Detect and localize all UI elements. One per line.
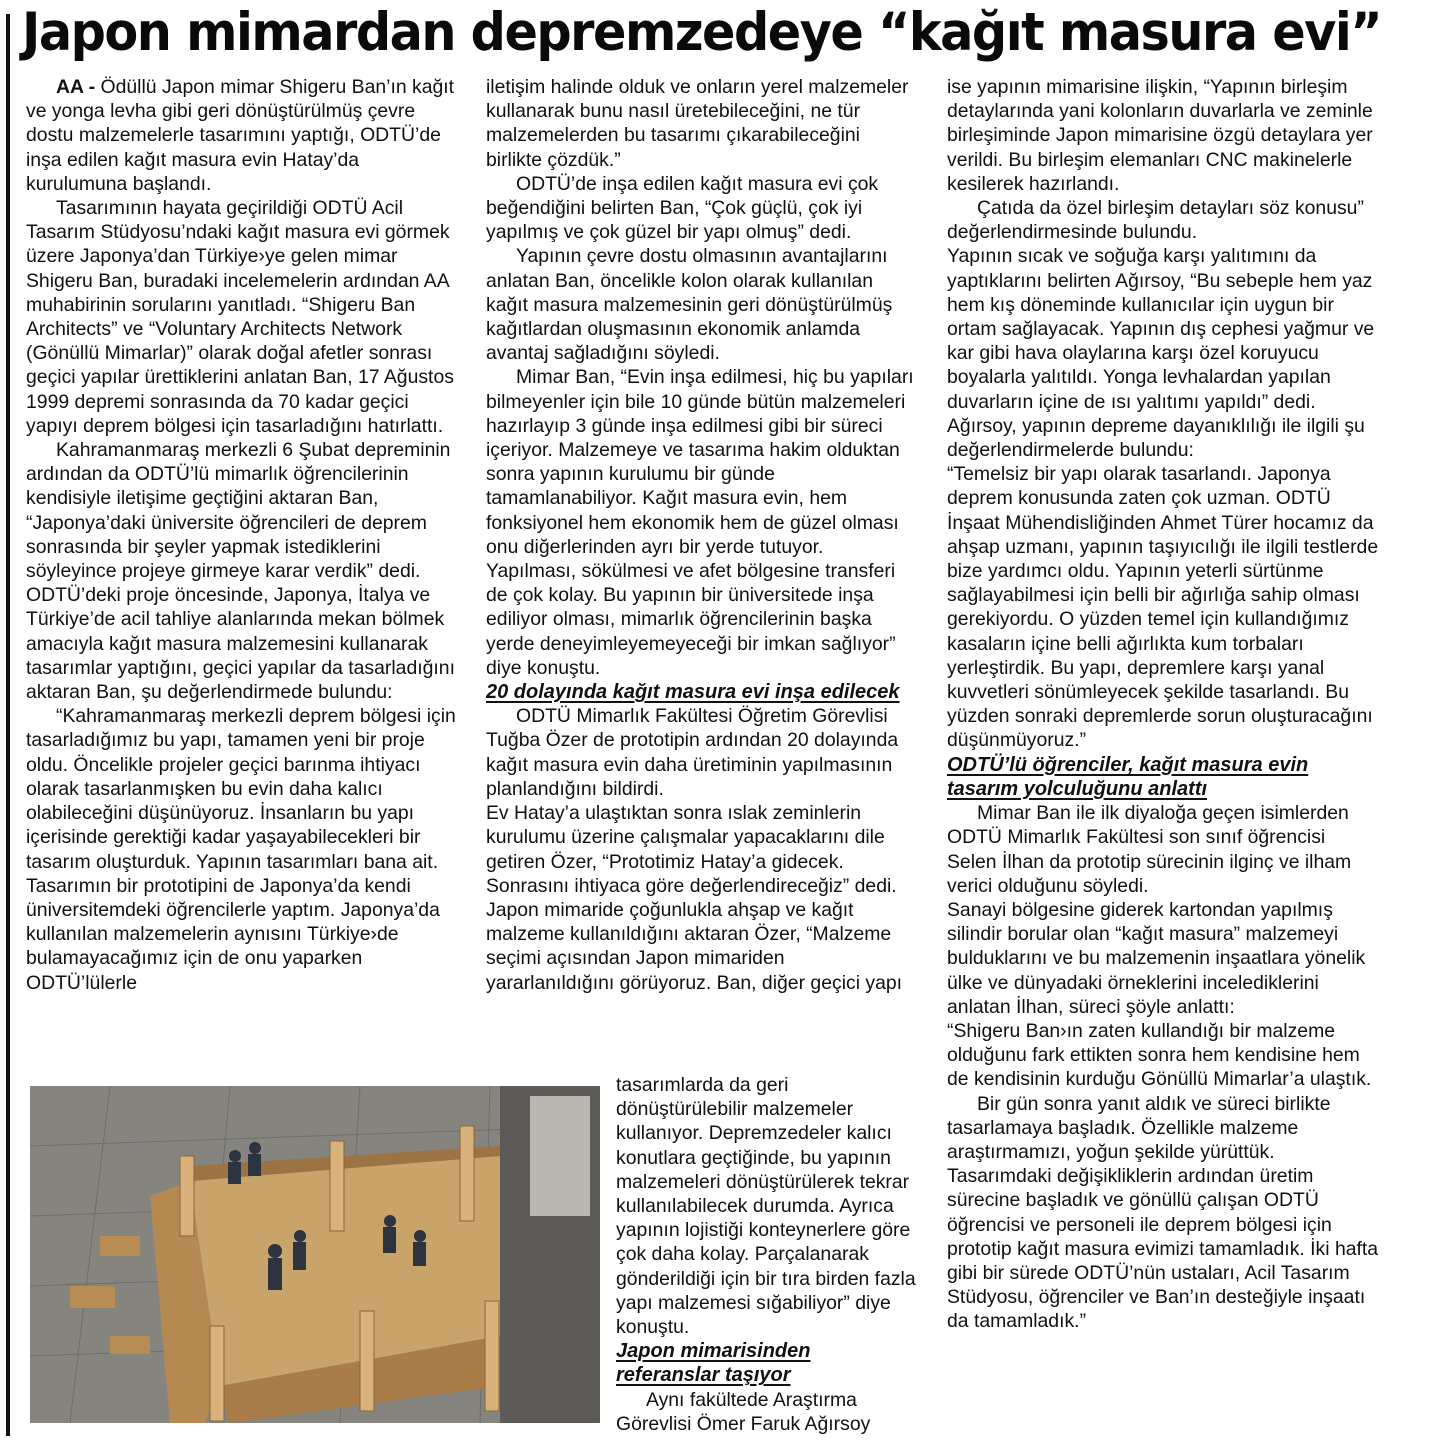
article-paragraph bbox=[947, 244, 1379, 413]
article-paragraph bbox=[947, 462, 1379, 752]
column-3 bbox=[947, 75, 1379, 1334]
article-paragraph bbox=[947, 75, 1379, 196]
article-paragraph bbox=[616, 1388, 916, 1436]
article-paragraph bbox=[616, 1073, 916, 1339]
paragraph-text: ODTÜ’lü öğrenciler, kağıt masura evin tasarım yolculuğunu anlattı bbox=[947, 753, 1309, 800]
article-paragraph bbox=[486, 365, 916, 680]
paragraph-text: ODTÜ’deki proje öncesinde, Japonya, İtalya ve Türkiye’de acil tahliye alanlarında mekan bölmek amacıyla kağıt masura malzemesini kullanarak tasarımlar yaptığını, geçici yapılar da tasarladığını aktaran Ban, şu değerlendirmede bulundu: bbox=[26, 584, 455, 704]
paragraph-text: Ev Hatay’a ulaştıktan sonra ıslak zeminlerin kurulumu üzerine çalışmalar yapacaklarını dile getiren Özer, “Prototimiz Hatay’a gidecek. Sonrasını ihtiyaca göre değerlendireceğiz” dedi. bbox=[486, 802, 897, 897]
paragraph-text: tasarımlarda da geri dönüştürülebilir malzemeler kullanıyor. Depremzedeler kalıcı konutlara geçtiğinde, bu yapının malzemeleri dönüştürülerek tekrar kullanılabilecek durumda. Ayrıca yapının lojistiği konteynerlere göre çok daha kolay. Parçalanarak gönderildiği için bir tıra birden fazla yapı malzemesi sığabiliyor” diye konuştu. bbox=[616, 1074, 916, 1339]
column-2-continued bbox=[616, 1073, 916, 1436]
column-2 bbox=[486, 75, 916, 995]
article-paragraph bbox=[486, 898, 916, 995]
article-paragraph bbox=[947, 1019, 1379, 1092]
left-rule bbox=[6, 14, 10, 1436]
paragraph-text: ODTÜ Mimarlık Fakültesi Öğretim Görevlisi Tuğba Özer de prototipin ardından 20 dolayında kağıt masura evin daha üretiminin yapılmasının planlandığını bildirdi. bbox=[486, 705, 899, 800]
article-paragraph bbox=[947, 414, 1379, 462]
article-paragraph bbox=[486, 801, 916, 898]
subheading bbox=[616, 1339, 916, 1387]
paragraph-text: ODTÜ’de inşa edilen kağıt masura evi çok beğendiğini belirten Ban, “Çok güçlü, çok iyi yapılmış ve çok güzel bir yapı olmuş” dedi. bbox=[486, 172, 879, 244]
article-paragraph bbox=[486, 172, 916, 245]
article-paragraph bbox=[947, 196, 1379, 244]
dateline: AA - bbox=[56, 76, 101, 98]
article-paragraph bbox=[26, 583, 458, 704]
article-paragraph bbox=[26, 75, 458, 196]
paragraph-text: Ödüllü Japon mimar Shigeru Ban’ın kağıt ve yonga levha gibi geri dönüştürülmüş çevre dostu malzemelerle tasarımını yaptığı, ODTÜ’de inşa edilen kağıt masura evin Hatay’da kurulumuna başlandı. bbox=[26, 76, 455, 195]
paragraph-text: “Shigeru Ban›ın zaten kullandığı bir malzeme olduğunu fark ettikten sonra hem kendisine hem de kendisinin kurduğu Gönüllü Mimarlar’a ulaştık. bbox=[947, 1019, 1372, 1091]
article-paragraph bbox=[486, 704, 916, 801]
subheading bbox=[486, 680, 916, 704]
paragraph-text: “Temelsiz bir yapı olarak tasarlandı. Japonya deprem konusunda zaten çok uzman. ODTÜ İnşaat Mühendisliğinden Ahmet Türer hocamız da ahşap uzmanı, yapının taşıyıcılığı ile ilgili testlerde bize yardımcı oldu. Yapının yeterli sürtünme sağlayabilmesi için belli bir ağırlığa sahip olması gerekiyordu. O yüzden temel için kullandığımız kasaların içine belli ağırlıkta kum torbaları yerleştirdik. Bu yapı, depremlere karşı yanal kuvvetleri sönümleyecek şekilde tasarlandı. Bu yüzden sonraki depremlerde sorun oluşturacağını düşünmüyoruz.” bbox=[947, 463, 1379, 752]
paragraph-text: Yapının sıcak ve soğuğa karşı yalıtımını da yaptıklarını belirten Ağırsoy, “Bu sebeple hem yaz hem kış döneminde kullanıcılar için uygun bir ortam sağlayacak. Yapının dış cephesi yağmur ve kar gibi hava olaylarına karşı özel koruyucu boyalarla yalıtıldı. Yonga levhalardan yapılan duvarların içine de ısı yalıtımı yapıldı” dedi. bbox=[947, 245, 1375, 413]
paragraph-text: Aynı fakültede Araştırma Görevlisi Ömer Faruk Ağırsoy bbox=[616, 1388, 871, 1435]
paragraph-text: Bir gün sonra yanıt aldık ve süreci birlikte tasarlamaya başladık. Özellikle malzeme araştırmamızı, yoğun şekilde yürüttük. Tasarımdaki değişikliklerin ardından üretim sürecine başladık ve gönüllü çalışan ODTÜ öğrencisi ve personeli ile deprem bölgesi için prototip kağıt masura evimizi tamamladık. İki hafta gibi bir sürede ODTÜ’nün ustaları, Acil Tasarım Stüdyosu, öğrenciler ve Ban’ın desteğiyle inşaatı da tamamladık.” bbox=[947, 1092, 1379, 1333]
article-paragraph bbox=[486, 75, 916, 172]
article-paragraph bbox=[26, 196, 458, 438]
paragraph-text: Yapının çevre dostu olmasının avantajlarını anlatan Ban, öncelikle kolon olarak kullanılan kağıt masura malzemesinin geri dönüştürülmüş kağıtlardan oluşmasının ekonomik anlamda avantaj sağladığını söyledi. bbox=[486, 245, 893, 365]
article-paragraph bbox=[947, 801, 1379, 898]
article-paragraph bbox=[26, 704, 458, 994]
article-paragraph bbox=[947, 1092, 1379, 1334]
paragraph-text: Çatıda da özel birleşim detayları söz konusu” değerlendirmesinde bulundu. bbox=[947, 197, 1364, 244]
paragraph-text: Japon mimarisinden referanslar taşıyor bbox=[616, 1340, 811, 1387]
article-paragraph bbox=[26, 438, 458, 583]
headline: Japon mimardan depremzedeye “kağıt masura evi” bbox=[22, 2, 1382, 63]
paragraph-text: Mimar Ban, “Evin inşa edilmesi, hiç bu yapıları bilmeyenler için bile 10 günde bütün malzemeleri hazırlayıp 3 günde inşa edilmesi gibi bir süreci içeriyor. Malzemeye ve tasarıma hakim olduktan sonra yapının kurulumu bir günde tamamlanabiliyor. Kağıt masura evin, hem fonksiyonel hem ekonomik hem de güzel olması onu diğerlerinden ayrı bir yerde tutuyor. Yapılması, sökülmesi ve afet bölgesine transferi de çok kolay. Bu yapının bir üniversitede inşa ediliyor olması, mimarlık öğrencilerinin başka yerde deneyimleyemeyeceği bir imkan sağlıyor” diye konuştu. bbox=[486, 366, 914, 679]
paragraph-text: Mimar Ban ile ilk diyaloğa geçen isimlerden ODTÜ Mimarlık Fakültesi son sınıf öğrencisi Selen İlhan da prototip sürecinin ilginç ve ilham verici olduğunu söyledi. bbox=[947, 802, 1352, 897]
article-paragraph bbox=[486, 244, 916, 365]
paragraph-text: ise yapının mimarisine ilişkin, “Yapının birleşim detaylarında yani kolonların duvarlarla ve zeminle birleşiminde Japon mimarisine özgü detaylara yer verildi. Bu birleşim elemanları CNC makinelerle kesilerek hazırlandı. bbox=[947, 76, 1373, 195]
paragraph-text: Tasarımının hayata geçirildiği ODTÜ Acil Tasarım Stüdyosu’ndaki kağıt masura evi görmek üzere Japonya’dan Türkiye›ye gelen mimar Shigeru Ban, buradaki incelemelerin ardından AA muhabirinin sorularını yanıtladı. “Shigeru Ban Architects” ve “Voluntary Architects Network (Gönüllü Mimarlar)” olarak doğal afetler sonrası geçici yapılar ürettiklerini anlatan Ban, 17 Ağustos 1999 depremi sonrasında da 70 kadar geçici yapıyı deprem bölgesi için tasarladığını hatırlattı. bbox=[26, 197, 454, 437]
paragraph-text: “Kahramanmaraş merkezli deprem bölgesi için tasarladığımız bu yapı, tamamen yeni bir proje oldu. Öncelikle projeler geçici barınma ihtiyacı olarak tasarlanmışken bu evin daha kalıcı olabileceğini düşünüyoruz. İnsanların bu yapı içerisinde gerektiği kadar yaşayabilecekleri bir tasarım oluşturduk. Yapının tasarımları bana ait. Tasarımın bir prototipini de Japonya’da kendi üniversitemdeki öğrencilerle yaptım. Japonya’da kullanılan malzemelerin aynısını Türkiye›de bulamayacağımız için de onu yaparken ODTÜ’lülerle bbox=[26, 705, 456, 994]
subheading bbox=[947, 753, 1379, 801]
paragraph-text: Ağırsoy, yapının depreme dayanıklılığı ile ilgili şu değerlendirmelerde bulundu: bbox=[947, 414, 1365, 462]
paragraph-text: Japon mimaride çoğunlukla ahşap ve kağıt malzeme kullanıldığını aktaran Özer, “Malzeme seçimi açısından Japon mimariden yararlanıldığını görüyoruz. Ban, diğer geçici yapı bbox=[486, 898, 903, 994]
column-1 bbox=[26, 75, 458, 995]
article-paragraph bbox=[947, 898, 1379, 1019]
paragraph-text: Kahramanmaraş merkezli 6 Şubat depreminin ardından da ODTÜ’lü mimarlık öğrencilerinin kendisiyle iletişime geçtiğini aktaran Ban, “Japonya’daki üniversite öğrencileri de deprem sonrasında bir şeyler yapmak istediklerini söyleyince projeye girmeye karar verdik” dedi. bbox=[26, 439, 451, 583]
news-photo bbox=[30, 1086, 600, 1423]
paragraph-text: 20 dolayında kağıt masura evi inşa edilecek bbox=[486, 681, 900, 704]
paragraph-text: Sanayi bölgesine giderek kartondan yapılmış silindir borular olan “kağıt masura” malzemeyi bulduklarını ve bu malzemenin inşaatlara yönelik ülke ve dünyadaki örneklerini incelediklerini anlatan İlhan, süreci şöyle anlattı: bbox=[947, 898, 1366, 1018]
paragraph-text: iletişim halinde olduk ve onların yerel malzemeler kullanarak bunu nasıl üretebileceğini, ne tür malzemelerden bu tasarımı çıkarabileceğini birlikte çözdük.” bbox=[486, 76, 909, 171]
